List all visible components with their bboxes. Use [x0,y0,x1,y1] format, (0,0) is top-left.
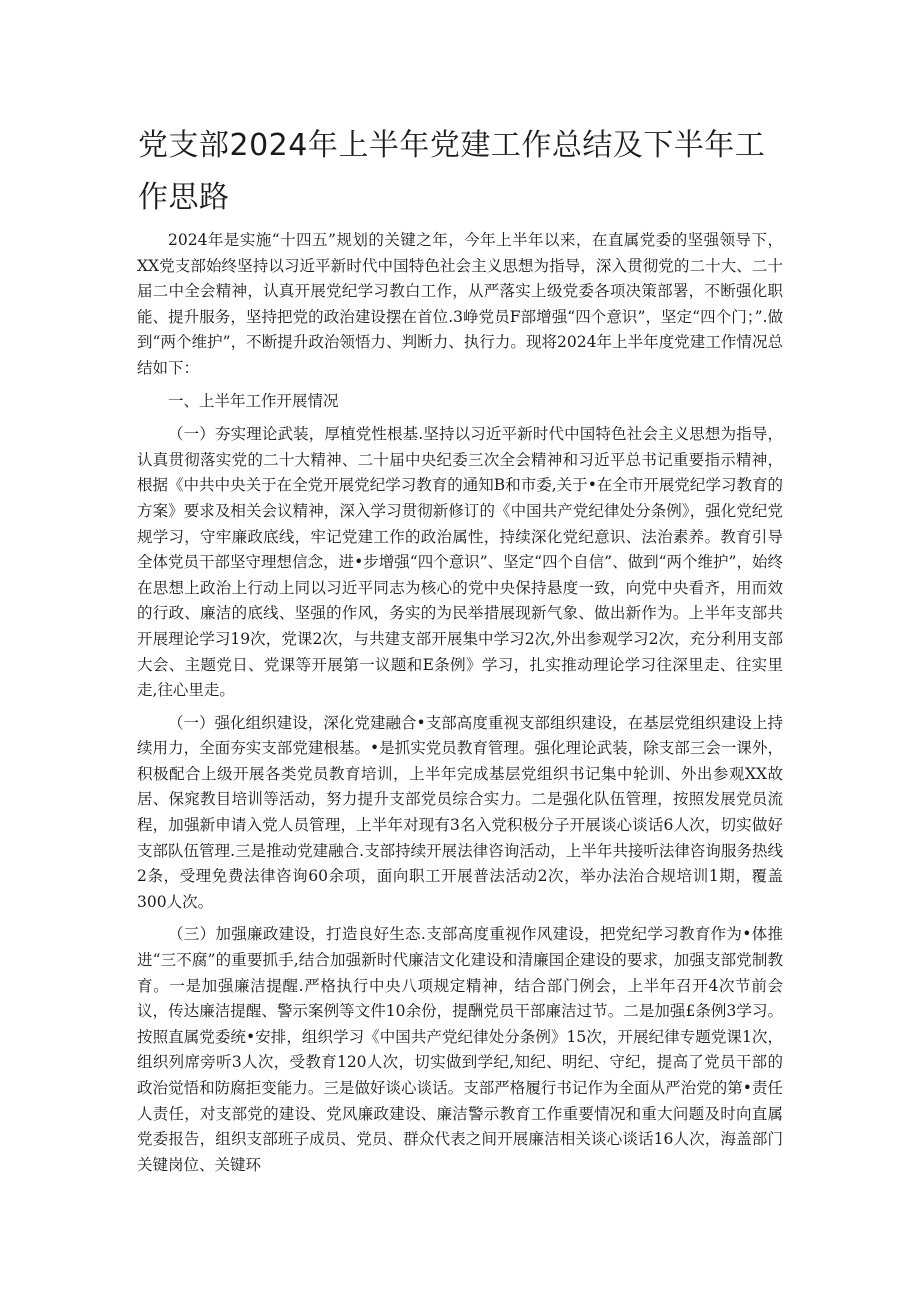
document-body [137,228,783,1185]
document-title: 党支部2024年上半年党建工作总结及下半年工作思路 [138,128,766,215]
section-heading: 一、上半年工作开展情况 [168,391,339,410]
organization-paragraph: （一）强化组织建设，深化党建融合•支部高度重视支部组织建设，在基层党组织建设上持续用力，全面夯实支部党建根基。•是抓实党员教育管理。强化理论武装，除支部三会一课外，积极配合上级开展各类党员教育培训，上半年完成基层党组织书记集中轮训、外出参观XX故居、保窕教目培训等活动，努力提升支部党员综合实力。二是强化队伍管理，按照发展党员流程，加强新申请入党人员管理，上半年对现有3名入党积极分子开展谈心谈话6人次，切实做好支部队伍管理.三是推动党建融合.支部持续开展法律咨询活动，上半年共接听法律咨询服务热线2条，受理免费法律咨询60余项，面向职工开展普法活动2次，举办法治合规培训1期，覆盖300人次。 [137,713,783,911]
intro-paragraph: 2024年是实施“十四五”规划的关键之年，今年上半年以来，在直属党委的坚强领导下，XX党支部始终坚持以习近平新时代中国特色社会主义思想为指导，深入贯彻党的二十大、二十届二中全会精神，认真开展党纪学习教白工作，从严落实上级党委各项决策部署，不断强化职能、提升服务，坚持把党的政治建设摆在首位.3峥党员F部增强“四个意识”，坚定“四个门；”.做到“两个维护”，不断提升政治领悟力、判断力、执行力。现将2024年上半年度党建工作情况总结如下： [137,231,783,377]
theory-paragraph: （一）夯实理论武装，厚植党性根基.坚持以习近平新时代中国特色社会主义思想为指导，认真贯彻落实党的二十大精神、二十届中央纪委三次全会精神和习近平总书记重要指示精神，根据《中共中央关于在全党开展党纪学习教育的通知B和市委,关于•在全市开展党纪学习教育的方案》要求及相关会议精神，深入学习贯彻新修订的《中国共产党纪律处分条例》，强化党纪党规学习，守牢廉政底线，牢记党建工作的政治属性，持续深化党纪意识、法治素养。教育引导全体党员干部坚守理想信念，进•步增强“四个意识”、坚定“四个自信”、做到“两个维护”，始终在思想上政治上行动上同以习近平同志为核心的党中央保持悬度一致，向党中央看齐，用而效的行政、廉洁的底线、坚强的作风，务实的为民举措展现新气象、做出新作为。上半年支部共开展理论学习19次，党课2次，与共建支部开展集中学习2次,外出参观学习2次，充分利用支部大会、主题党日、党课等开展第一议题和E条例》学习，扎实推动理论学习往深里走、往实里走,往心里走。 [137,425,783,700]
integrity-paragraph: （三）加强廉政建设，打造良好生态.支部高度重视作风建设，把党纪学习教育作为•体推进“三不腐”的重要抓手,结合加强新时代廉洁文化建设和清廉国企建设的要求，加强支部党制教育。一是加强廉洁提醒.严格执行中央八项规定精神，结合部门例会，上半年召开4次节前会议，传达廉洁提醒、警示案例等文件10余份，提酬党员干部廉洁过节。二是加强£条例3学习。按照直属党委统•安排，组织学习《中国共产党纪律处分条例》15次，开展纪律专题党课1次，组织列席旁听3人次，受教育120人次，切实做到学纪,知纪、明纪、守纪，提高了党员干部的政治觉悟和防腐拒变能力。三是做好谈心谈话。支部严格履行书记作为全面从严治党的第•责任人责任，对支部党的建设、党风廉政建设、廉洁警示教育工作重要情况和重大问题及时向直属党委报告，组织支部班子成员、党员、群众代表之间开展廉洁相关谈心谈话16人次，海盖部门关键岗位、关键环 [137,925,783,1174]
